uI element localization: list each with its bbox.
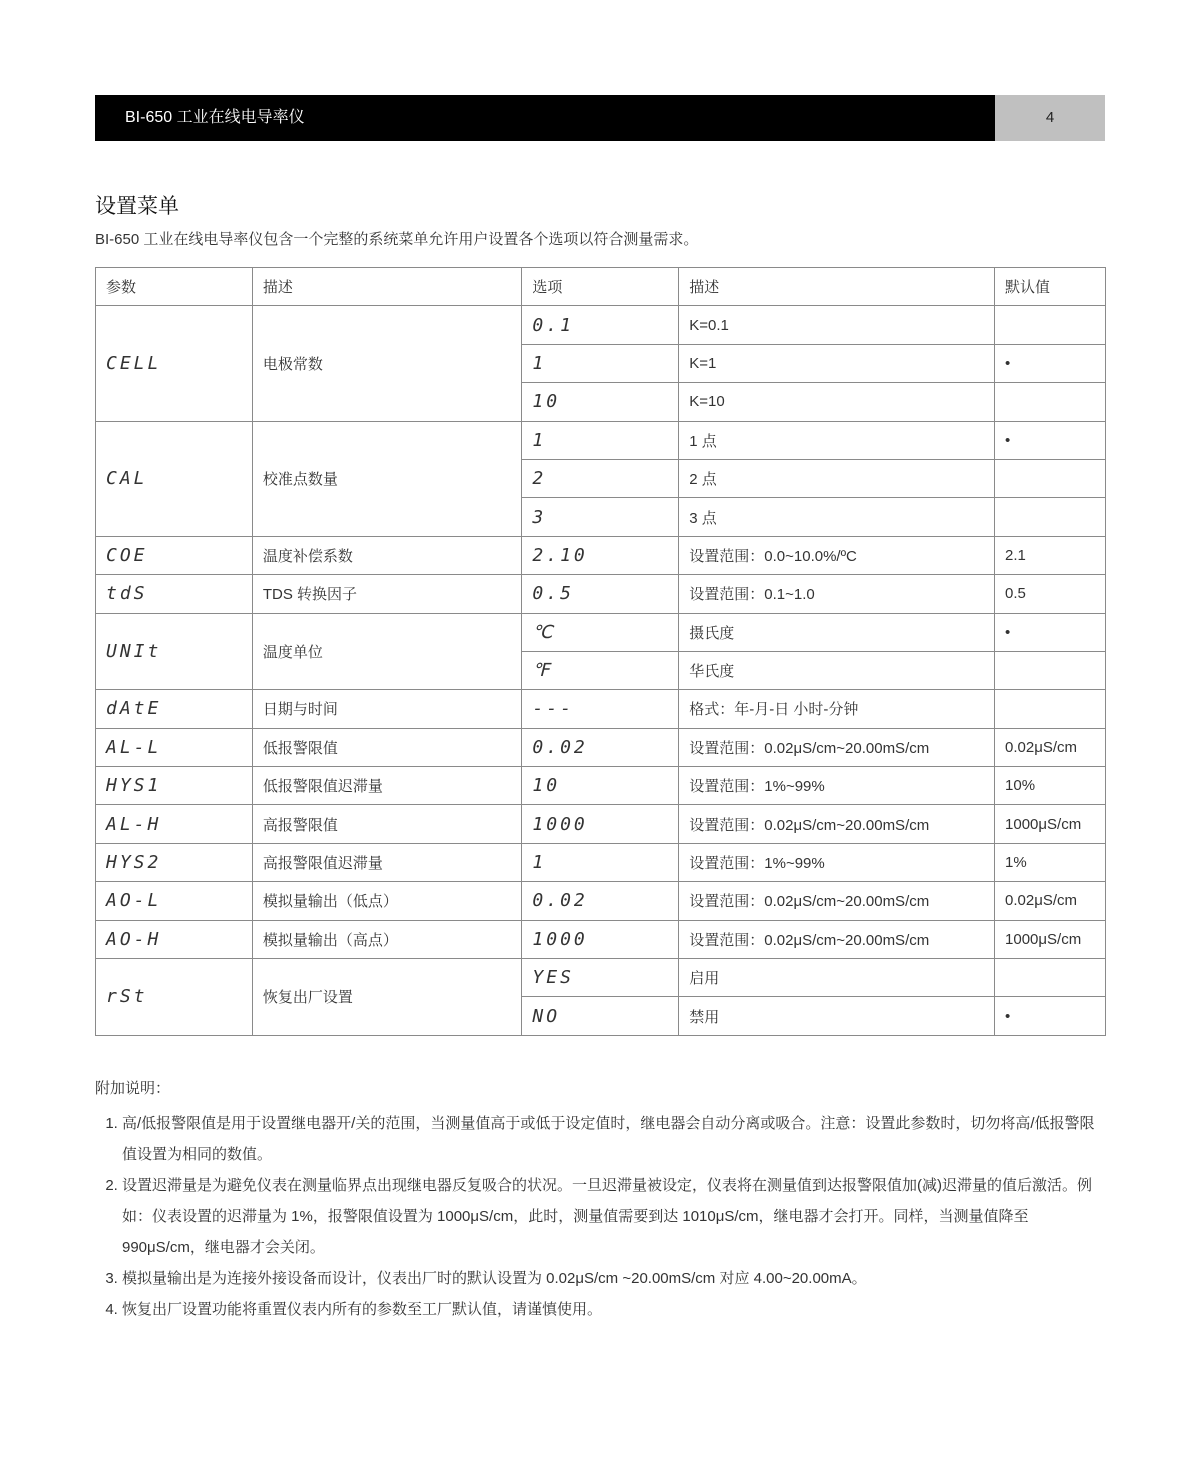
option-desc: 摄氏度 xyxy=(679,613,995,651)
option-code: 3 xyxy=(522,498,679,536)
option-code: 10 xyxy=(522,383,679,421)
option-code: 2 xyxy=(522,459,679,497)
default-value xyxy=(995,459,1106,497)
default-value: • xyxy=(995,613,1106,651)
table-row xyxy=(96,536,1106,574)
default-value: • xyxy=(995,997,1106,1035)
settings-table xyxy=(95,267,1106,1036)
table-row xyxy=(96,843,1106,881)
param-code: AO-H xyxy=(96,920,253,958)
option-desc: 格式：年-月-日 小时-分钟 xyxy=(679,690,995,728)
option-code: 10 xyxy=(522,767,679,805)
param-desc: 模拟量输出（高点） xyxy=(252,920,522,958)
param-desc: 电极常数 xyxy=(252,306,522,421)
table-row xyxy=(96,421,1106,459)
param-desc: 温度单位 xyxy=(252,613,522,690)
note-item: 3. 模拟量输出是为连接外接设备而设计，仪表出厂时的默认设置为 0.02μS/cm ~20.00mS/cm 对应 4.00~20.00mA。 xyxy=(122,1263,1105,1294)
table-row xyxy=(96,690,1106,728)
note-item: 2. 设置迟滞量是为避免仪表在测量临界点出现继电器反复吸合的状况。一旦迟滞量被设定，仪表将在测量值到达报警限值加(减)迟滞量的值后激活。例如：仪表设置的迟滞量为 1%，报警限值设置为 1000μS/cm，此时，测量值需要到达 1010μS/cm，继电器才会打开。同样，当测量值降至 990μS/cm，继电器才会关闭。 xyxy=(122,1170,1105,1263)
header-desc: 描述 xyxy=(252,268,522,306)
param-code: UNIt xyxy=(96,613,253,690)
option-desc: 设置范围：0.1~1.0 xyxy=(679,575,995,613)
param-code: HYS2 xyxy=(96,843,253,881)
option-desc: 启用 xyxy=(679,959,995,997)
option-code: 2.10 xyxy=(522,536,679,574)
option-desc: 华氏度 xyxy=(679,651,995,689)
default-value: 2.1 xyxy=(995,536,1106,574)
option-code: 1000 xyxy=(522,920,679,958)
param-desc: 高报警限值 xyxy=(252,805,522,843)
option-desc: 1 点 xyxy=(679,421,995,459)
param-code: dAtE xyxy=(96,690,253,728)
default-value: • xyxy=(995,344,1106,382)
param-desc: 模拟量输出（低点） xyxy=(252,882,522,920)
option-code: 1 xyxy=(522,843,679,881)
option-desc: 禁用 xyxy=(679,997,995,1035)
table-row xyxy=(96,575,1106,613)
notes xyxy=(95,1073,1105,1325)
default-value xyxy=(995,690,1106,728)
header-option: 选项 xyxy=(522,268,679,306)
param-code: rSt xyxy=(96,959,253,1036)
param-code: AL-H xyxy=(96,805,253,843)
option-desc: K=1 xyxy=(679,344,995,382)
table-row xyxy=(96,920,1106,958)
default-value xyxy=(995,959,1106,997)
option-code: 1 xyxy=(522,421,679,459)
param-code: AO-L xyxy=(96,882,253,920)
option-code: 1000 xyxy=(522,805,679,843)
header-option-desc: 描述 xyxy=(679,268,995,306)
table-row xyxy=(96,882,1106,920)
option-desc: 设置范围：1%~99% xyxy=(679,767,995,805)
option-desc: 2 点 xyxy=(679,459,995,497)
note-item: 4. 恢复出厂设置功能将重置仪表内所有的参数至工厂默认值，请谨慎使用。 xyxy=(122,1294,1105,1325)
option-code: ℉ xyxy=(522,651,679,689)
param-code: tdS xyxy=(96,575,253,613)
option-desc: 设置范围：0.0~10.0%/ºC xyxy=(679,536,995,574)
param-desc: 高报警限值迟滞量 xyxy=(252,843,522,881)
default-value xyxy=(995,651,1106,689)
default-value: 0.02μS/cm xyxy=(995,728,1106,766)
param-desc: 低报警限值迟滞量 xyxy=(252,767,522,805)
option-code: 0.02 xyxy=(522,882,679,920)
option-desc: 3 点 xyxy=(679,498,995,536)
param-code: CELL xyxy=(96,306,253,421)
param-code: CAL xyxy=(96,421,253,536)
default-value xyxy=(995,383,1106,421)
param-desc: 低报警限值 xyxy=(252,728,522,766)
table-header-row xyxy=(96,268,1106,306)
option-code: 0.02 xyxy=(522,728,679,766)
param-desc: TDS 转换因子 xyxy=(252,575,522,613)
param-desc: 日期与时间 xyxy=(252,690,522,728)
table-row xyxy=(96,613,1106,651)
header-param: 参数 xyxy=(96,268,253,306)
option-code: ℃ xyxy=(522,613,679,651)
param-code: COE xyxy=(96,536,253,574)
section-title: 设置菜单 xyxy=(95,195,179,218)
option-code: 0.1 xyxy=(522,306,679,344)
option-desc: 设置范围：0.02μS/cm~20.00mS/cm xyxy=(679,882,995,920)
param-code: HYS1 xyxy=(96,767,253,805)
option-desc: 设置范围：0.02μS/cm~20.00mS/cm xyxy=(679,728,995,766)
param-code: AL-L xyxy=(96,728,253,766)
notes-title: 附加说明： xyxy=(95,1080,171,1097)
option-desc: 设置范围：0.02μS/cm~20.00mS/cm xyxy=(679,805,995,843)
table-row xyxy=(96,306,1106,344)
section-intro: BI-650 工业在线电导率仪包含一个完整的系统菜单允许用户设置各个选项以符合测量需求。 xyxy=(95,231,699,248)
table-row xyxy=(96,767,1106,805)
default-value: 0.02μS/cm xyxy=(995,882,1106,920)
header-default: 默认值 xyxy=(995,268,1106,306)
default-value: 10% xyxy=(995,767,1106,805)
table-row xyxy=(96,805,1106,843)
option-code: 0.5 xyxy=(522,575,679,613)
option-desc: 设置范围：1%~99% xyxy=(679,843,995,881)
option-code: --- xyxy=(522,690,679,728)
table-row xyxy=(96,728,1106,766)
header-title: BI-650 工业在线电导率仪 xyxy=(125,109,305,126)
default-value: 0.5 xyxy=(995,575,1106,613)
param-desc: 恢复出厂设置 xyxy=(252,959,522,1036)
default-value: 1% xyxy=(995,843,1106,881)
param-desc: 温度补偿系数 xyxy=(252,536,522,574)
option-desc: K=10 xyxy=(679,383,995,421)
default-value xyxy=(995,498,1106,536)
option-desc: 设置范围：0.02μS/cm~20.00mS/cm xyxy=(679,920,995,958)
option-desc: K=0.1 xyxy=(679,306,995,344)
param-desc: 校准点数量 xyxy=(252,421,522,536)
default-value xyxy=(995,306,1106,344)
header-bar xyxy=(95,95,995,141)
note-item: 1. 高/低报警限值是用于设置继电器开/关的范围，当测量值高于或低于设定值时，继电器会自动分离或吸合。注意：设置此参数时，切勿将高/低报警限值设置为相同的数值。 xyxy=(122,1108,1105,1170)
default-value: 1000μS/cm xyxy=(995,920,1106,958)
page-number: 4 xyxy=(995,95,1105,141)
option-code: 1 xyxy=(522,344,679,382)
default-value: 1000μS/cm xyxy=(995,805,1106,843)
table-row xyxy=(96,959,1106,997)
option-code: NO xyxy=(522,997,679,1035)
default-value: • xyxy=(995,421,1106,459)
option-code: YES xyxy=(522,959,679,997)
